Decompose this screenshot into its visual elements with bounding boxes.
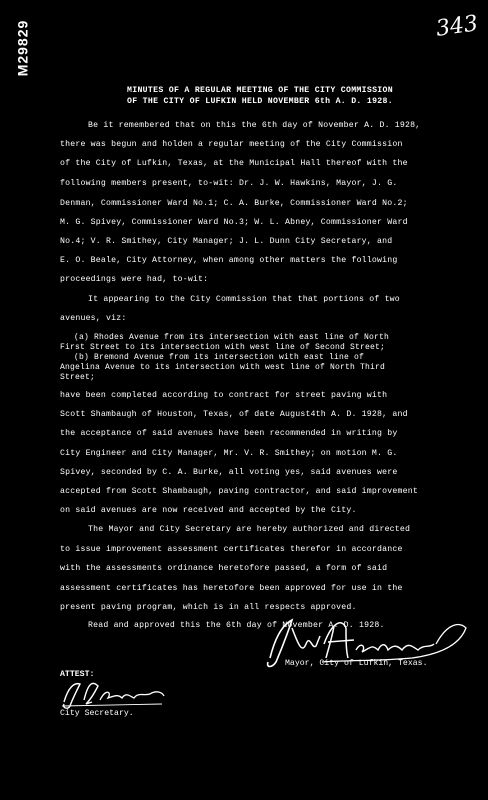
attest-label: ATTEST:	[60, 670, 95, 679]
document-title-line-2: OF THE CITY OF LUFKIN HELD NOVEMBER 6th A. D. 1928.	[127, 97, 393, 106]
para2-line: It appearing to the City Commission that that portions of two	[88, 295, 400, 304]
secretary-signature	[58, 678, 168, 710]
para3-line: accepted from Scott Shambaugh, paving contractor, and said improvement	[60, 487, 418, 496]
para4-line: to issue improvement assessment certificates therefor in accordance	[60, 545, 403, 554]
item-line: First Street to its intersection with west line of Second Street;	[60, 343, 386, 352]
para2-line: avenues, viz:	[60, 314, 127, 323]
approval-line: Read and approved this the 6th day of November A. D. 1928.	[88, 621, 385, 630]
para3-line: the acceptance of said avenues have been recommended in writing by	[60, 429, 398, 438]
item-line: (b) Bremond Avenue from its intersection with east line of	[74, 353, 365, 362]
para1-line: No.4; V. R. Smithey, City Manager; J. L. Dunn City Secretary, and	[60, 237, 393, 246]
para4-line: The Mayor and City Secretary are hereby authorized and directed	[88, 525, 411, 534]
para1-line: of the City of Lufkin, Texas, at the Municipal Hall thereof with the	[60, 159, 408, 168]
para1-line: M. G. Spivey, Commissioner Ward No.3; W. L. Abney, Commissioner Ward	[60, 218, 408, 227]
secretary-caption: City Secretary.	[60, 709, 134, 718]
item-line: (a) Rhodes Avenue from its intersection with east line of North	[74, 333, 390, 342]
para3-line: Spivey, seconded by C. A. Burke, all voting yes, said avenues were	[60, 468, 398, 477]
para1-line: following members present, to-wit: Dr. J. W. Hawkins, Mayor, J. G.	[60, 179, 398, 188]
para3-line: have been completed according to contract for street paving with	[60, 391, 388, 400]
para1-line: proceedings were had, to-wit:	[60, 275, 209, 284]
document-title-line-1: MINUTES OF A REGULAR MEETING OF THE CITY COMMISSION	[127, 86, 393, 95]
para4-line: with the assessments ordinance heretofore passed, a form of said	[60, 564, 388, 573]
mayor-caption: Mayor, City of Lufkin, Texas.	[285, 659, 428, 668]
item-line: Street;	[60, 373, 96, 382]
para1-line: there was begun and holden a regular meeting of the City Commission	[60, 140, 403, 149]
para4-line: assessment certificates has heretofore been approved for use in the	[60, 584, 403, 593]
para3-line: City Engineer and City Manager, Mr. V. R. Smithey; on motion M. G.	[60, 449, 398, 458]
para1-line: E. O. Beale, City Attorney, when among other matters the following	[60, 256, 398, 265]
item-line: Angelina Avenue to its intersection with west line of North Third	[60, 363, 386, 372]
para3-line: Scott Shambaugh of Houston, Texas, of date August4th A. D. 1928, and	[60, 410, 408, 419]
page-id-stamp: M29829	[14, 19, 31, 77]
para4-line: present paving program, which is in all respects approved.	[60, 603, 357, 612]
para1-line: Be it remembered that on this the 6th day of November A. D. 1928,	[88, 121, 421, 130]
handwritten-page-number: 343	[434, 11, 480, 42]
para3-line: on said avenues are now received and accepted by the City.	[60, 506, 357, 515]
para1-line: Denman, Commissioner Ward No.1; C. A. Burke, Commissioner Ward No.2;	[60, 199, 408, 208]
